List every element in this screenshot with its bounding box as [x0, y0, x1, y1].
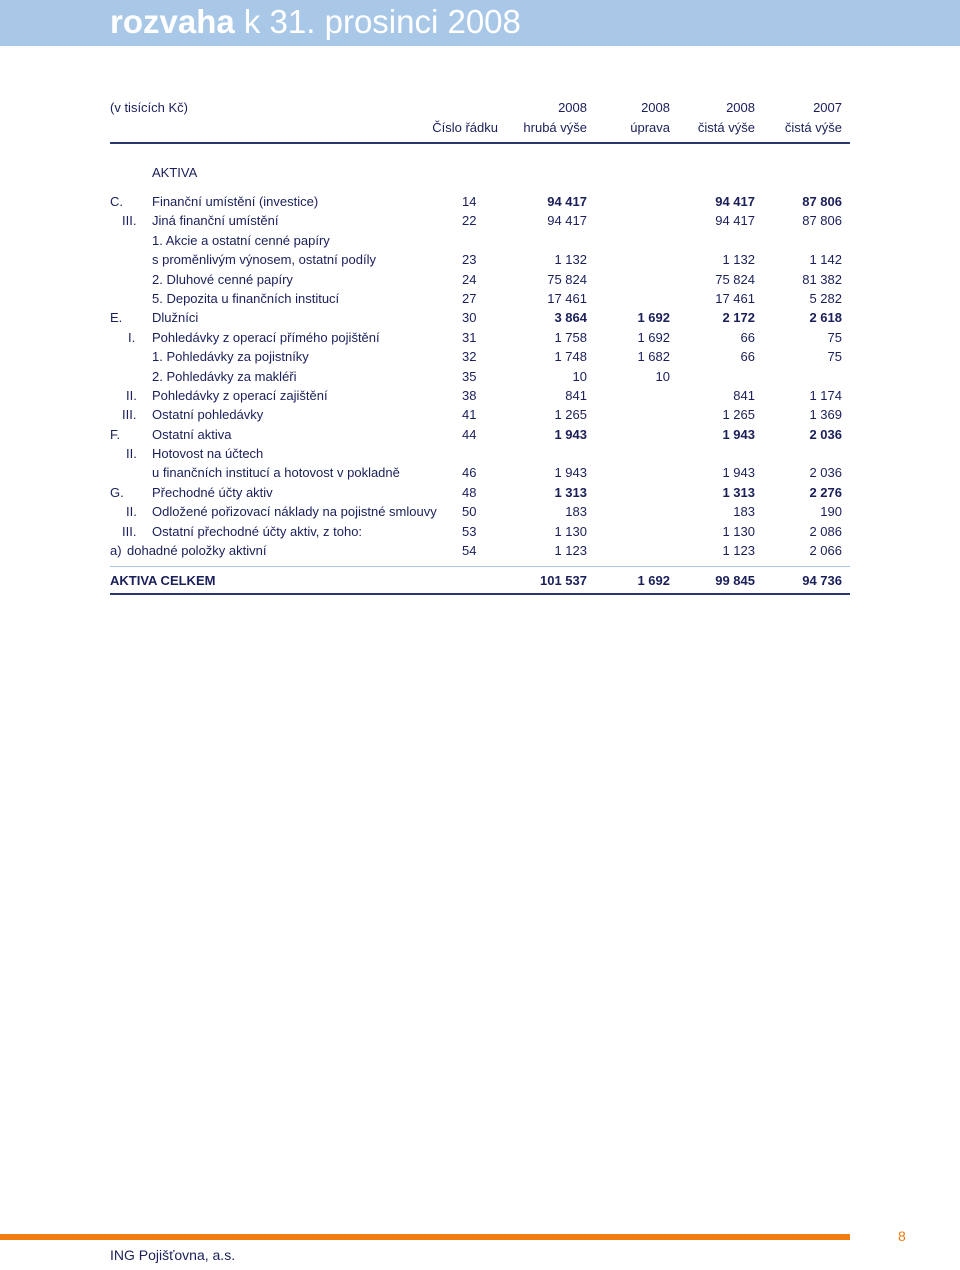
col3-year: 2008: [726, 100, 755, 115]
row-line-number: 27: [462, 290, 477, 306]
row-code: G.: [110, 484, 124, 500]
row-net: 1 132: [722, 252, 755, 268]
row-net-prior: 1 369: [809, 407, 842, 423]
row-label: Ostatní přechodné účty aktiv, z toho:: [152, 523, 363, 539]
section-heading: [110, 144, 850, 184]
row-line-number: 31: [462, 329, 477, 345]
row-label: dohadné položky aktivní: [127, 543, 267, 559]
row-label: 1. Akcie a ostatní cenné papíry: [152, 232, 330, 248]
table-row: [110, 308, 850, 327]
table-row: [110, 347, 850, 366]
table-row: [110, 231, 850, 250]
row-code: II.: [126, 387, 137, 403]
row-gross: 1 130: [554, 523, 587, 539]
row-label: Odložené pořizovací náklady na pojistné smlouvy: [152, 504, 437, 520]
total-c2: 1 692: [637, 573, 670, 589]
row-line-number: 41: [462, 407, 477, 423]
table-row: [110, 192, 850, 211]
row-gross: 1 313: [554, 484, 587, 500]
row-code: F.: [110, 426, 121, 442]
row-gross: 1 265: [554, 407, 587, 423]
row-code: II.: [126, 446, 137, 462]
col-line-no: Číslo řádku: [432, 120, 498, 135]
row-code: C.: [110, 194, 123, 209]
table-row: [110, 522, 850, 541]
table-row: [110, 405, 850, 424]
row-gross: 75 824: [547, 271, 587, 287]
page-title-bold: rozvaha: [110, 3, 235, 40]
row-gross: 1 132: [554, 252, 587, 268]
row-code: E.: [110, 310, 123, 326]
row-label: Ostatní aktiva: [152, 426, 232, 442]
section-label: AKTIVA: [152, 165, 198, 180]
unit-label: (v tisících Kč): [110, 100, 189, 115]
footer-bar: [0, 1234, 850, 1240]
row-net-prior: 1 142: [809, 252, 842, 268]
row-label: Pohledávky z operací přímého pojištění: [152, 329, 380, 345]
row-net-prior: 75: [827, 349, 842, 365]
total-c1: 101 537: [540, 573, 587, 589]
row-label: Přechodné účty aktiv: [152, 484, 273, 500]
table-body: [110, 192, 850, 560]
row-line-number: 14: [462, 194, 477, 209]
row-label: Hotovost na účtech: [152, 446, 264, 462]
table-row: [110, 444, 850, 463]
row-gross: 94 417: [547, 194, 587, 209]
table-row: [110, 328, 850, 347]
row-net: 75 824: [715, 271, 755, 287]
row-adjustment: 1 692: [637, 329, 670, 345]
row-gross: 1 943: [554, 426, 587, 442]
row-code: II.: [126, 504, 137, 520]
row-code: a): [110, 543, 122, 559]
title-bar: [0, 0, 960, 46]
row-net-prior: 2 276: [809, 484, 842, 500]
table-row: [110, 386, 850, 405]
row-adjustment: 1 692: [637, 310, 670, 326]
row-code: III.: [122, 523, 137, 539]
row-gross: 1 748: [554, 349, 587, 365]
row-net: 1 123: [722, 543, 755, 559]
footer-company: ING Pojišťovna, a.s.: [110, 1247, 236, 1263]
page-title: [110, 2, 521, 42]
table-row: [110, 211, 850, 230]
row-label: Pohledávky z operací zajištění: [152, 387, 328, 403]
row-line-number: 32: [462, 349, 477, 365]
row-net-prior: 87 806: [802, 194, 842, 209]
row-gross: 1 758: [554, 329, 587, 345]
row-line-number: 54: [462, 543, 477, 559]
row-net-prior: 2 036: [809, 426, 842, 442]
row-gross: 3 864: [554, 310, 587, 326]
row-gross: 94 417: [547, 213, 587, 229]
total-c4: 94 736: [802, 573, 842, 589]
row-net-prior: 81 382: [802, 271, 842, 287]
row-label: Finanční umístění (investice): [152, 194, 319, 209]
row-label: 2. Dluhové cenné papíry: [152, 271, 293, 287]
col1-label: hrubá výše: [523, 120, 587, 135]
row-net: 1 265: [722, 407, 755, 423]
row-label: s proměnlivým výnosem, ostatní podíly: [152, 252, 376, 268]
row-net: 17 461: [715, 290, 755, 306]
row-label: u finančních institucí a hotovost v pokladně: [152, 465, 400, 481]
row-gross: 841: [565, 387, 587, 403]
row-net-prior: 5 282: [809, 290, 842, 306]
row-net: 94 417: [715, 194, 755, 209]
row-net-prior: 2 618: [809, 310, 842, 326]
row-net-prior: 2 086: [809, 523, 842, 539]
table-row: [110, 250, 850, 269]
row-net-prior: 1 174: [809, 387, 842, 403]
row-line-number: 38: [462, 387, 477, 403]
row-gross: 1 943: [554, 465, 587, 481]
row-gross: 183: [565, 504, 587, 520]
row-net: 1 943: [722, 426, 755, 442]
row-label: Jiná finanční umístění: [152, 213, 279, 229]
row-line-number: 50: [462, 504, 477, 520]
table-row: [110, 541, 850, 560]
row-label: 2. Pohledávky za makléři: [152, 368, 297, 384]
row-net: 1 130: [722, 523, 755, 539]
row-line-number: 44: [462, 426, 477, 442]
row-line-number: 35: [462, 368, 477, 384]
row-line-number: 23: [462, 252, 477, 268]
table-header: [110, 96, 850, 144]
row-net: 94 417: [715, 213, 755, 229]
row-net-prior: 190: [820, 504, 842, 520]
total-row: [110, 567, 850, 595]
row-label: 1. Pohledávky za pojistníky: [152, 349, 309, 365]
row-net: 1 943: [722, 465, 755, 481]
row-line-number: 30: [462, 310, 477, 326]
table-row: [110, 463, 850, 482]
row-net: 841: [733, 387, 755, 403]
row-label: Ostatní pohledávky: [152, 407, 264, 423]
row-net-prior: 2 036: [809, 465, 842, 481]
table-row: [110, 367, 850, 386]
row-label: 5. Depozita u finančních institucí: [152, 290, 340, 306]
row-net: 183: [733, 504, 755, 520]
row-net-prior: 2 066: [809, 543, 842, 559]
row-code: I.: [128, 329, 136, 345]
row-net: 66: [740, 349, 755, 365]
row-adjustment: 10: [655, 368, 670, 384]
page-title-rest: k 31. prosinci 2008: [234, 3, 521, 40]
row-line-number: 46: [462, 465, 477, 481]
row-code: III.: [122, 407, 137, 423]
row-label: Dlužníci: [152, 310, 199, 326]
row-line-number: 22: [462, 213, 477, 229]
table-row: [110, 502, 850, 521]
row-net: 1 313: [722, 484, 755, 500]
balance-sheet: [110, 96, 850, 595]
col4-label: čistá výše: [784, 120, 842, 135]
table-row: [110, 425, 850, 444]
table-row: [110, 483, 850, 502]
row-line-number: 48: [462, 484, 477, 500]
total-label: AKTIVA CELKEM: [110, 573, 216, 589]
row-gross: 17 461: [547, 290, 587, 306]
page-number: 8: [898, 1228, 906, 1244]
col2-year: 2008: [641, 100, 670, 115]
row-gross: 10: [572, 368, 587, 384]
col2-label: úprava: [630, 120, 670, 135]
table-row: [110, 289, 850, 308]
row-net-prior: 75: [827, 329, 842, 345]
row-gross: 1 123: [554, 543, 587, 559]
row-net: 66: [740, 329, 755, 345]
row-line-number: 24: [462, 271, 477, 287]
table-row: [110, 270, 850, 289]
row-line-number: 53: [462, 523, 477, 539]
col1-year: 2008: [558, 100, 587, 115]
col3-label: čistá výše: [697, 120, 755, 135]
col4-year: 2007: [813, 100, 842, 115]
total-c3: 99 845: [715, 573, 755, 589]
row-code: III.: [122, 213, 137, 229]
row-net-prior: 87 806: [802, 213, 842, 229]
row-net: 2 172: [722, 310, 755, 326]
row-adjustment: 1 682: [637, 349, 670, 365]
